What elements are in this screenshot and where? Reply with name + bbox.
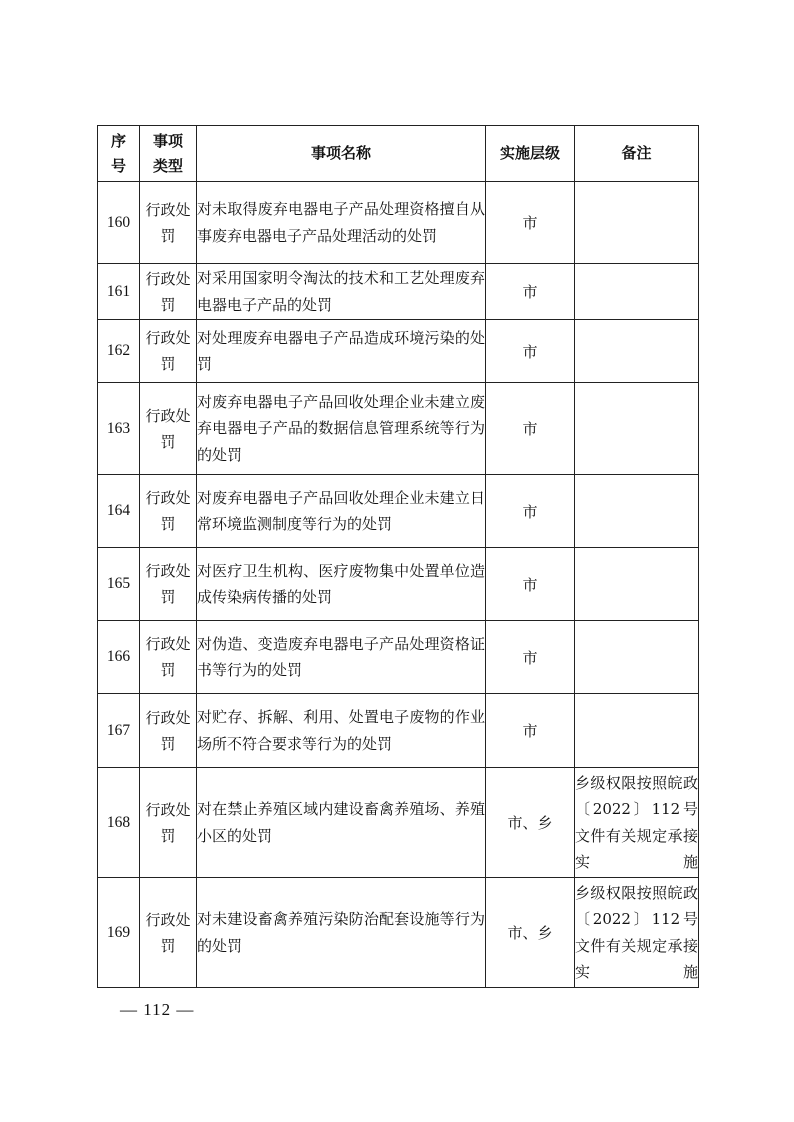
item-name-cell: 对废弃电器电子产品回收处理企业未建立日常环境监测制度等行为的处罚: [197, 475, 486, 548]
header-item-type: 事项类型: [140, 126, 197, 182]
implementation-level-cell: 市: [486, 621, 575, 694]
item-name-cell: 对处理废弃电器电子产品造成环境污染的处罚: [197, 320, 486, 383]
serial-no-cell: 163: [98, 383, 140, 475]
remark-cell: [575, 621, 699, 694]
serial-no-cell: 161: [98, 264, 140, 320]
remark-cell: [575, 320, 699, 383]
header-implementation-level: 实施层级: [486, 126, 575, 182]
implementation-level-cell: 市: [486, 264, 575, 320]
item-type-cell: 行政处罚: [140, 621, 197, 694]
table-row: [98, 320, 699, 383]
item-name-cell: 对伪造、变造废弃电器电子产品处理资格证书等行为的处罚: [197, 621, 486, 694]
item-name-cell: 对采用国家明令淘汰的技术和工艺处理废弃电器电子产品的处罚: [197, 264, 486, 320]
item-name-cell: 对医疗卫生机构、医疗废物集中处置单位造成传染病传播的处罚: [197, 548, 486, 621]
remark-cell: 乡级权限按照皖政〔2022〕112号文件有关规定承接实施: [575, 768, 699, 878]
remark-cell: [575, 383, 699, 475]
header-row: [98, 126, 699, 182]
item-name-cell: 对未建设畜禽养殖污染防治配套设施等行为的处罚: [197, 878, 486, 988]
table-row: [98, 475, 699, 548]
remark-cell: 乡级权限按照皖政〔2022〕112号文件有关规定承接实施: [575, 878, 699, 988]
item-type-cell: 行政处罚: [140, 475, 197, 548]
table-row: [98, 264, 699, 320]
item-name-cell: 对未取得废弃电器电子产品处理资格擅自从事废弃电器电子产品处理活动的处罚: [197, 182, 486, 264]
serial-no-cell: 168: [98, 768, 140, 878]
implementation-level-cell: 市: [486, 320, 575, 383]
table-row: [98, 621, 699, 694]
table-row: [98, 548, 699, 621]
implementation-level-cell: 市: [486, 182, 575, 264]
remark-cell: [575, 264, 699, 320]
item-name-cell: 对废弃电器电子产品回收处理企业未建立废弃电器电子产品的数据信息管理系统等行为的处罚: [197, 383, 486, 475]
items-table: [97, 125, 699, 988]
implementation-level-cell: 市、乡: [486, 878, 575, 988]
serial-no-cell: 165: [98, 548, 140, 621]
implementation-level-cell: 市: [486, 548, 575, 621]
table-row: [98, 182, 699, 264]
item-name-cell: 对贮存、拆解、利用、处置电子废物的作业场所不符合要求等行为的处罚: [197, 694, 486, 768]
implementation-level-cell: 市: [486, 475, 575, 548]
implementation-level-cell: 市: [486, 694, 575, 768]
serial-no-cell: 169: [98, 878, 140, 988]
page-number: — 112 —: [120, 1000, 195, 1019]
item-type-cell: 行政处罚: [140, 264, 197, 320]
item-type-cell: 行政处罚: [140, 768, 197, 878]
header-serial-no: 序号: [98, 126, 140, 182]
serial-no-cell: 162: [98, 320, 140, 383]
remark-cell: [575, 475, 699, 548]
remark-cell: [575, 548, 699, 621]
serial-no-cell: 164: [98, 475, 140, 548]
serial-no-cell: 167: [98, 694, 140, 768]
remark-cell: [575, 182, 699, 264]
table-row: [98, 694, 699, 768]
serial-no-cell: 166: [98, 621, 140, 694]
item-type-cell: 行政处罚: [140, 548, 197, 621]
table-row: [98, 878, 699, 988]
item-type-cell: 行政处罚: [140, 694, 197, 768]
item-type-cell: 行政处罚: [140, 182, 197, 264]
table-row: [98, 768, 699, 878]
header-item-name: 事项名称: [197, 126, 486, 182]
item-type-cell: 行政处罚: [140, 878, 197, 988]
table-row: [98, 383, 699, 475]
item-type-cell: 行政处罚: [140, 383, 197, 475]
implementation-level-cell: 市、乡: [486, 768, 575, 878]
item-type-cell: 行政处罚: [140, 320, 197, 383]
header-remark: 备注: [575, 126, 699, 182]
remark-cell: [575, 694, 699, 768]
implementation-level-cell: 市: [486, 383, 575, 475]
item-name-cell: 对在禁止养殖区域内建设畜禽养殖场、养殖小区的处罚: [197, 768, 486, 878]
serial-no-cell: 160: [98, 182, 140, 264]
